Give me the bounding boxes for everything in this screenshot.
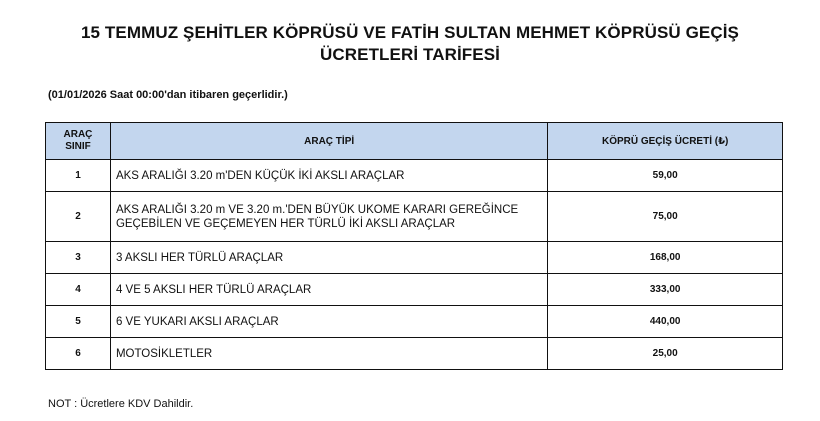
header-bridge-fee: KÖPRÜ GEÇİŞ ÜCRETİ (₺)	[548, 123, 783, 160]
page-title	[0, 22, 820, 66]
vehicle-class-cell: 3	[46, 242, 111, 274]
fee-cell: 75,00	[548, 192, 783, 242]
table-row	[46, 306, 783, 338]
table-row	[46, 274, 783, 306]
vehicle-class-cell: 2	[46, 192, 111, 242]
header-vehicle-class-line-1: ARAÇ	[63, 129, 93, 140]
fee-cell: 25,00	[548, 338, 783, 370]
vehicle-class-cell: 6	[46, 338, 111, 370]
vehicle-type-cell: 3 AKSLI HER TÜRLÜ ARAÇLAR	[110, 242, 547, 274]
table-row	[46, 192, 783, 242]
table-row	[46, 242, 783, 274]
fee-cell: 333,00	[548, 274, 783, 306]
table-row	[46, 160, 783, 192]
vehicle-class-cell: 1	[46, 160, 111, 192]
table-header-row	[46, 123, 783, 160]
vehicle-class-cell: 4	[46, 274, 111, 306]
header-vehicle-class	[46, 123, 111, 160]
table-row	[46, 338, 783, 370]
vehicle-type-cell: 4 VE 5 AKSLI HER TÜRLÜ ARAÇLAR	[110, 274, 547, 306]
fee-cell: 59,00	[548, 160, 783, 192]
footnote-vat: NOT : Ücretlere KDV Dahildir.	[48, 398, 194, 410]
header-vehicle-type: ARAÇ TİPİ	[110, 123, 547, 160]
fee-cell: 440,00	[548, 306, 783, 338]
vehicle-class-cell: 5	[46, 306, 111, 338]
page-title-line-1: 15 TEMMUZ ŞEHİTLER KÖPRÜSÜ VE FATİH SULTAN MEHMET KÖPRÜSÜ GEÇİŞ	[80, 23, 739, 42]
page-title-line-2: ÜCRETLERİ TARİFESİ	[320, 45, 500, 64]
vehicle-type-cell: AKS ARALIĞI 3.20 m VE 3.20 m.'DEN BÜYÜK UKOME KARARI GEREĞİNCE GEÇEBİLEN VE GEÇEMEYEN HER TÜRLÜ İKİ AKSLI ARAÇLAR	[110, 192, 547, 242]
header-vehicle-class-line-2: SINIF	[65, 141, 91, 152]
validity-date-text: (01/01/2026 Saat 00:00'dan itibaren geçerlidir.)	[48, 89, 288, 101]
fee-cell: 168,00	[548, 242, 783, 274]
tariff-table	[45, 122, 783, 370]
vehicle-type-cell: MOTOSİKLETLER	[110, 338, 547, 370]
vehicle-type-cell: 6 VE YUKARI AKSLI ARAÇLAR	[110, 306, 547, 338]
vehicle-type-cell: AKS ARALIĞI 3.20 m'DEN KÜÇÜK İKİ AKSLI ARAÇLAR	[110, 160, 547, 192]
